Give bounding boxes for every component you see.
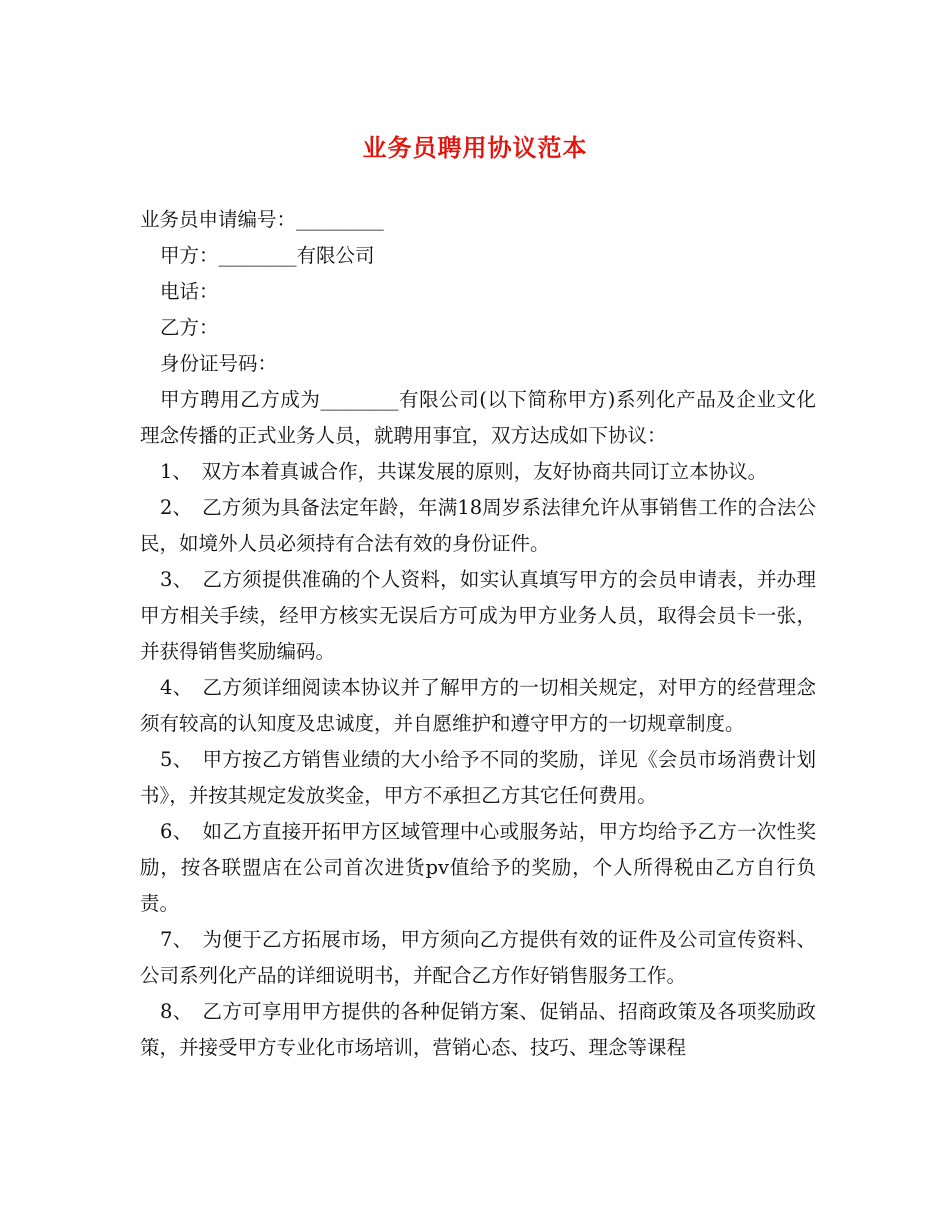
document-title: 业务员聘用协议范本 [362,134,588,162]
phone-line: 电话： [160,280,219,303]
intro-paragraph: 甲方聘用乙方成为________有限公司(以下简称甲方)系列化产品及企业文化理念传播的正式业务人员，就聘用事宜，双方达成如下协议： [140,388,816,447]
clause-3: 3、 乙方须提供准确的个人资料，如实认真填写甲方的会员申请表，并办理甲方相关手续，经甲方核实无误后方可成为甲方业务人员，取得会员卡一张，并获得销售奖励编码。 [140,568,816,663]
clause-7: 7、 为便于乙方拓展市场，甲方须向乙方提供有效的证件及公司宣传资料、公司系列化产品的详细说明书，并配合乙方作好销售服务工作。 [140,928,816,987]
document-body [140,202,816,1066]
clause-5: 5、 甲方按乙方销售业绩的大小给予不同的奖励，详见《会员市场消费计划书》，并按其规定发放奖金，甲方不承担乙方其它任何费用。 [140,748,816,807]
id-number-line: 身份证号码： [160,352,278,375]
party-b-line: 乙方： [160,316,219,339]
clause-1: 1、 双方本着真诚合作，共谋发展的原则，友好协商共同订立本协议。 [160,460,768,483]
clause-4: 4、 乙方须详细阅读本协议并了解甲方的一切相关规定，对甲方的经营理念须有较高的认知度及忠诚度，并自愿维护和遵守甲方的一切规章制度。 [140,676,816,735]
clause-2: 2、 乙方须为具备法定年龄，年满18周岁系法律允许从事销售工作的合法公民，如境外人员必须持有合法有效的身份证件。 [140,496,816,555]
clause-6: 6、 如乙方直接开拓甲方区域管理中心或服务站，甲方均给予乙方一次性奖励，按各联盟店在公司首次进货pv值给予的奖励，个人所得税由乙方自行负责。 [140,820,816,915]
clause-8: 8、 乙方可享用甲方提供的各种促销方案、促销品、招商政策及各项奖励政策，并接受甲方专业化市场培训，营销心态、技巧、理念等课程 [140,1000,816,1059]
application-number-line: 业务员申请编号：_________ [140,208,384,231]
party-a-line: 甲方：________有限公司 [160,244,375,267]
